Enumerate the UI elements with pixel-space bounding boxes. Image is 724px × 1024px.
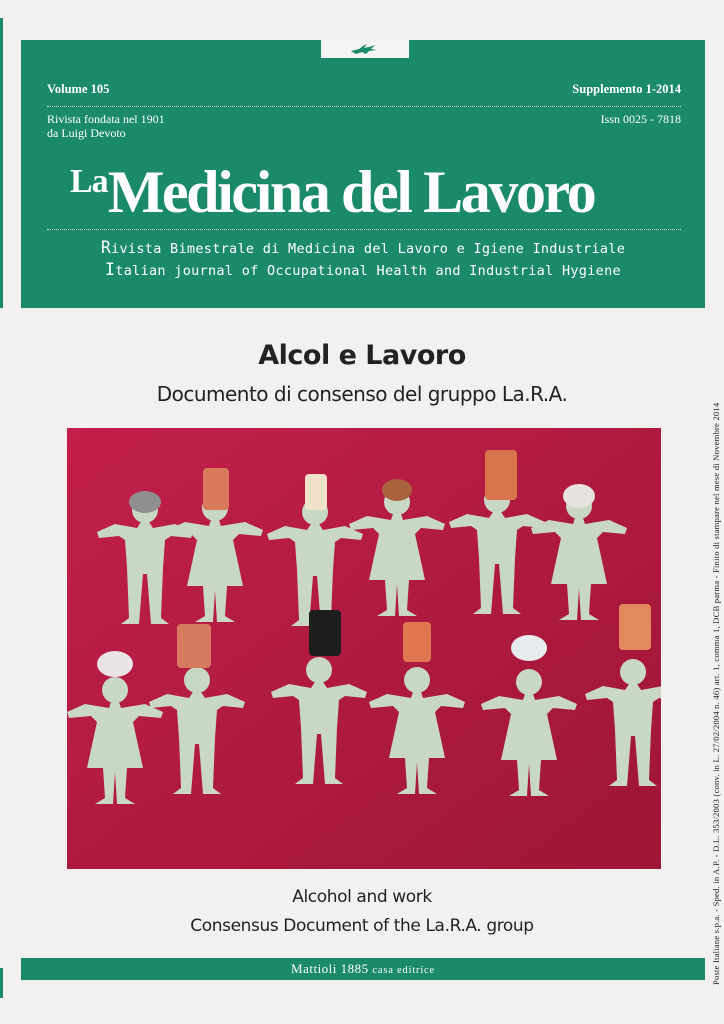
dotted-divider — [47, 229, 681, 230]
journal-title — [70, 158, 594, 227]
founding-note — [47, 112, 165, 140]
journal-title-prefix: La — [70, 163, 108, 200]
cover-title: Alcol e Lavoro — [258, 340, 466, 371]
founding-row — [47, 112, 681, 140]
cover-subtitle: Documento di consenso del gruppo La.R.A. — [156, 382, 568, 406]
supplement-label: Supplemento 1-2014 — [572, 82, 681, 96]
journal-subtitle-english: Italian journal of Occupational Health and Industrial Hygiene — [105, 260, 621, 279]
issn-label: Issn 0025 - 7818 — [600, 112, 681, 126]
volume-label: Volume 105 — [47, 82, 110, 96]
left-edge-stripe-bottom — [0, 968, 3, 998]
dotted-divider — [47, 106, 681, 107]
journal-title-main: Medicina del Lavoro — [107, 159, 595, 225]
publisher-logo-tab — [321, 40, 409, 58]
publisher-name: Mattioli 1885 — [291, 961, 369, 976]
journal-subtitle-italian: Rivista Bimestrale di Medicina del Lavoro e Igiene Industriale — [100, 238, 626, 257]
postal-imprint: Poste Italiane s.p.a. - Sped. in A.P. - D.L. 353/2003 (conv. in L. 27/02/2004 n. 46) art. 1, comma 1, DCB parma - Finito di stampare nel mese di Novembre 2014 — [711, 402, 721, 985]
winged-horse-logo-icon — [347, 42, 383, 56]
publisher-suffix: casa editrice — [372, 965, 435, 976]
cover-photo — [67, 428, 661, 869]
publisher-bar — [21, 958, 705, 980]
founding-line-2: da Luigi Devoto — [47, 126, 126, 140]
english-subtitle: Consensus Document of the La.R.A. group — [190, 916, 534, 936]
founding-line-1: Rivista fondata nel 1901 — [47, 112, 165, 126]
journal-header — [21, 40, 705, 308]
english-title: Alcohol and work — [292, 887, 432, 907]
volume-row — [47, 82, 681, 97]
left-edge-stripe — [0, 18, 3, 308]
paper-dolls-illustration — [67, 428, 661, 869]
